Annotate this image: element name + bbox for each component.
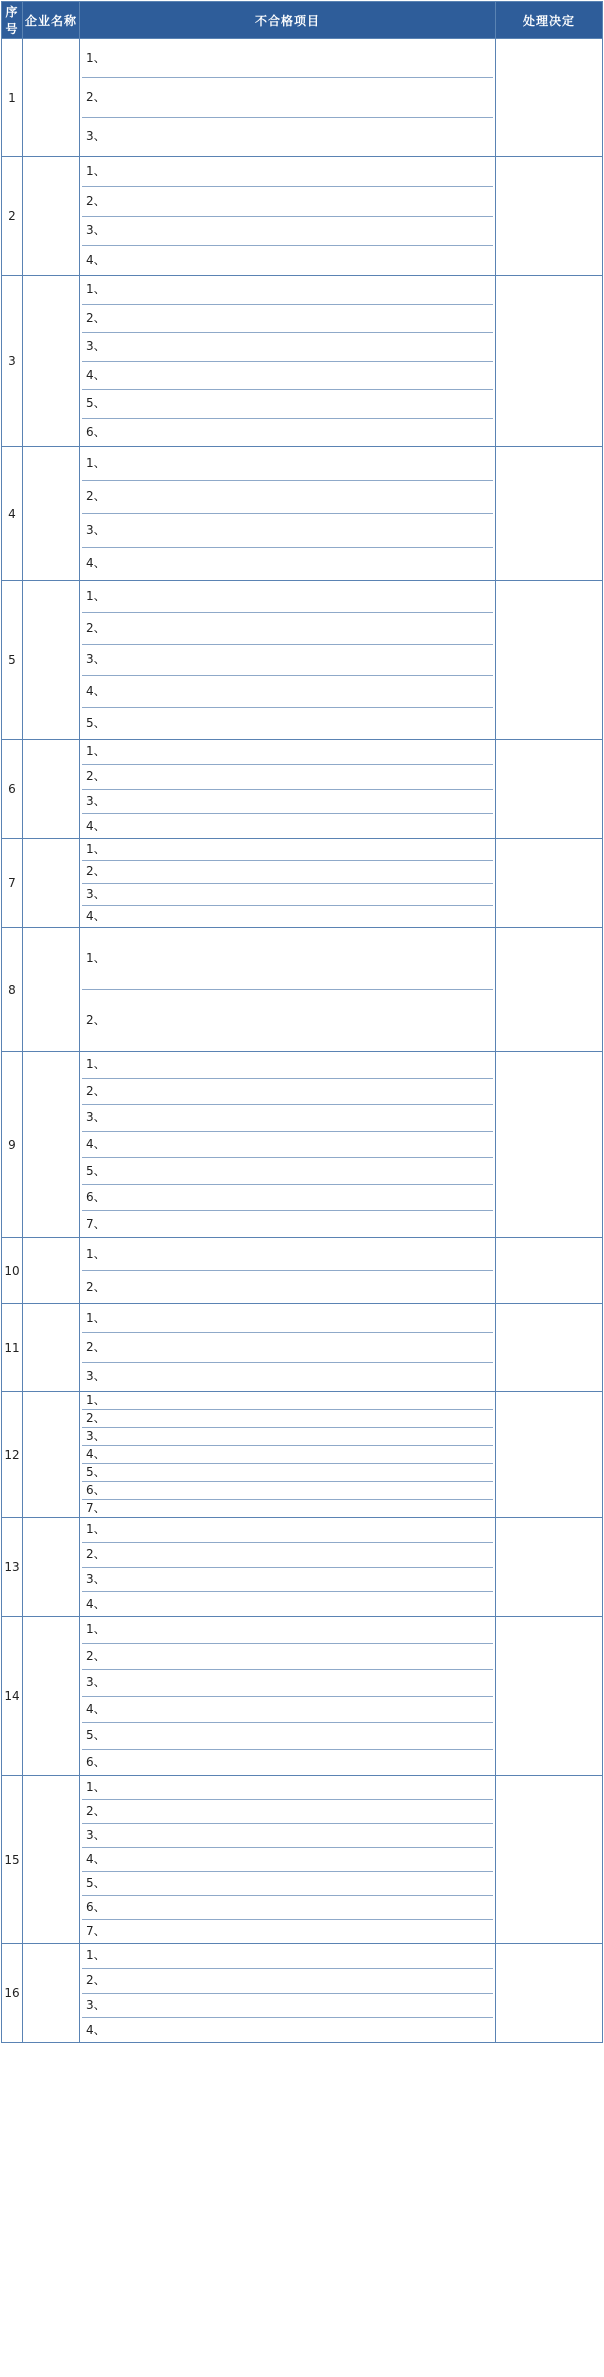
issue-item: 5、 bbox=[82, 1464, 493, 1482]
issues-cell bbox=[80, 1944, 496, 2043]
issue-item: 1、 bbox=[82, 1944, 493, 1969]
issue-item: 4、 bbox=[86, 2022, 106, 2037]
issue-list bbox=[82, 1776, 493, 1943]
issue-item: 3、 bbox=[82, 514, 493, 548]
issue-item: 6、 bbox=[82, 1896, 493, 1920]
header-no: 序号 bbox=[2, 2, 23, 39]
issue-item: 3、 bbox=[82, 884, 493, 906]
company-name bbox=[23, 1392, 80, 1518]
issue-item: 1、 bbox=[82, 447, 493, 481]
company-name bbox=[23, 447, 80, 581]
header-issues: 不合格项目 bbox=[80, 2, 496, 39]
action-decision bbox=[496, 157, 603, 276]
company-name bbox=[23, 581, 80, 740]
issue-list bbox=[82, 1392, 493, 1517]
issue-item: 2、 bbox=[86, 1279, 106, 1294]
issue-item: 1、 bbox=[82, 1776, 493, 1800]
issue-item: 2、 bbox=[82, 1079, 493, 1106]
company-name bbox=[23, 1617, 80, 1776]
company-name bbox=[23, 839, 80, 928]
issue-item: 1、 bbox=[82, 1304, 493, 1333]
action-decision bbox=[496, 1617, 603, 1776]
company-name bbox=[23, 1518, 80, 1617]
issue-item: 1、 bbox=[82, 740, 493, 765]
issue-list bbox=[82, 839, 493, 927]
action-decision bbox=[496, 1518, 603, 1617]
action-decision bbox=[496, 447, 603, 581]
issue-item: 5、 bbox=[82, 1723, 493, 1750]
row-number: 10 bbox=[2, 1238, 23, 1304]
company-name bbox=[23, 1052, 80, 1238]
table-row bbox=[2, 1238, 603, 1304]
issue-item: 6、 bbox=[82, 1185, 493, 1212]
issue-item: 2、 bbox=[82, 1410, 493, 1428]
notice-table bbox=[1, 1, 603, 2043]
action-decision bbox=[496, 1304, 603, 1392]
issue-list bbox=[82, 740, 493, 838]
issue-list bbox=[82, 39, 493, 156]
issue-item: 3、 bbox=[82, 645, 493, 677]
table-row bbox=[2, 1518, 603, 1617]
company-name bbox=[23, 276, 80, 447]
issue-item: 2、 bbox=[82, 305, 493, 334]
table-row bbox=[2, 1392, 603, 1518]
issue-item: 3、 bbox=[82, 217, 493, 247]
row-number: 12 bbox=[2, 1392, 23, 1518]
issue-item: 2、 bbox=[82, 1800, 493, 1824]
issues-cell bbox=[80, 839, 496, 928]
table-row bbox=[2, 581, 603, 740]
action-decision bbox=[496, 1238, 603, 1304]
issue-item: 3、 bbox=[82, 1994, 493, 2019]
issue-item: 4、 bbox=[82, 362, 493, 391]
issue-list bbox=[82, 447, 493, 580]
row-number: 8 bbox=[2, 928, 23, 1052]
company-name bbox=[23, 740, 80, 839]
issue-item: 4、 bbox=[86, 253, 106, 268]
row-number: 13 bbox=[2, 1518, 23, 1617]
issue-item: 4、 bbox=[82, 1132, 493, 1159]
row-number: 11 bbox=[2, 1304, 23, 1392]
row-number: 3 bbox=[2, 276, 23, 447]
table-row bbox=[2, 1052, 603, 1238]
issue-item: 3、 bbox=[82, 333, 493, 362]
company-name bbox=[23, 1238, 80, 1304]
company-name bbox=[23, 1776, 80, 1944]
action-decision bbox=[496, 1052, 603, 1238]
issues-cell bbox=[80, 447, 496, 581]
issues-cell bbox=[80, 740, 496, 839]
issues-cell bbox=[80, 1776, 496, 1944]
issue-item: 7、 bbox=[86, 1924, 106, 1938]
issues-cell bbox=[80, 1617, 496, 1776]
issue-list bbox=[82, 276, 493, 446]
issue-item: 1、 bbox=[82, 1238, 493, 1271]
action-decision bbox=[496, 276, 603, 447]
table-row bbox=[2, 740, 603, 839]
issues-cell bbox=[80, 276, 496, 447]
header-company: 企业名称 bbox=[23, 2, 80, 39]
action-decision bbox=[496, 581, 603, 740]
issue-list bbox=[82, 1304, 493, 1391]
issues-cell bbox=[80, 1518, 496, 1617]
issue-item: 4、 bbox=[82, 1848, 493, 1872]
action-decision bbox=[496, 928, 603, 1052]
issue-item: 4、 bbox=[86, 908, 106, 923]
row-number: 1 bbox=[2, 39, 23, 157]
issue-item: 5、 bbox=[82, 1158, 493, 1185]
issue-item: 2、 bbox=[82, 1543, 493, 1568]
header-action: 处理决定 bbox=[496, 2, 603, 39]
issue-item: 1、 bbox=[82, 581, 493, 613]
row-number: 15 bbox=[2, 1776, 23, 1944]
action-decision bbox=[496, 1944, 603, 2043]
company-name bbox=[23, 1304, 80, 1392]
issue-item: 5、 bbox=[82, 390, 493, 419]
table-row bbox=[2, 157, 603, 276]
issues-cell bbox=[80, 1304, 496, 1392]
table-header-row bbox=[2, 2, 603, 39]
issue-item: 3、 bbox=[82, 1568, 493, 1593]
issue-item: 2、 bbox=[82, 1333, 493, 1362]
issue-list bbox=[82, 1617, 493, 1775]
issue-item: 1、 bbox=[82, 1052, 493, 1079]
action-decision bbox=[496, 839, 603, 928]
issue-item: 1、 bbox=[82, 928, 493, 990]
row-number: 14 bbox=[2, 1617, 23, 1776]
issue-item: 1、 bbox=[82, 39, 493, 78]
issue-item: 2、 bbox=[82, 78, 493, 117]
issue-item: 3、 bbox=[82, 1105, 493, 1132]
company-name bbox=[23, 39, 80, 157]
issue-item: 1、 bbox=[82, 1392, 493, 1410]
action-decision bbox=[496, 740, 603, 839]
table-row bbox=[2, 1617, 603, 1776]
issue-item: 3、 bbox=[82, 1428, 493, 1446]
issue-item: 3、 bbox=[82, 1824, 493, 1848]
issue-item: 4、 bbox=[82, 1446, 493, 1464]
issues-cell bbox=[80, 1392, 496, 1518]
table-row bbox=[2, 928, 603, 1052]
issue-list bbox=[82, 928, 493, 1051]
issue-item: 7、 bbox=[86, 1501, 106, 1515]
row-number: 2 bbox=[2, 157, 23, 276]
issue-item: 3、 bbox=[86, 129, 106, 144]
issue-item: 4、 bbox=[86, 556, 106, 571]
issue-item: 3、 bbox=[82, 1670, 493, 1697]
issue-item: 4、 bbox=[86, 818, 106, 833]
issue-item: 2、 bbox=[82, 613, 493, 645]
issue-item: 6、 bbox=[86, 1754, 106, 1769]
issue-list bbox=[82, 1052, 493, 1237]
issue-item: 7、 bbox=[86, 1216, 106, 1231]
issues-cell bbox=[80, 1238, 496, 1304]
issue-item: 1、 bbox=[82, 1518, 493, 1543]
row-number: 6 bbox=[2, 740, 23, 839]
table-row bbox=[2, 39, 603, 157]
issues-cell bbox=[80, 157, 496, 276]
table-row bbox=[2, 1776, 603, 1944]
issue-item: 4、 bbox=[82, 676, 493, 708]
issue-list bbox=[82, 1518, 493, 1616]
issue-item: 2、 bbox=[86, 1013, 106, 1027]
issue-item: 3、 bbox=[86, 1369, 106, 1384]
issues-cell bbox=[80, 1052, 496, 1238]
row-number: 5 bbox=[2, 581, 23, 740]
company-name bbox=[23, 928, 80, 1052]
issue-item: 2、 bbox=[82, 187, 493, 217]
issue-item: 6、 bbox=[82, 1482, 493, 1500]
issue-item: 4、 bbox=[86, 1596, 106, 1611]
table-row bbox=[2, 839, 603, 928]
table-row bbox=[2, 1304, 603, 1392]
issue-item: 3、 bbox=[82, 790, 493, 815]
row-number: 4 bbox=[2, 447, 23, 581]
issue-item: 2、 bbox=[82, 481, 493, 515]
issues-cell bbox=[80, 39, 496, 157]
row-number: 9 bbox=[2, 1052, 23, 1238]
action-decision bbox=[496, 1776, 603, 1944]
issue-list bbox=[82, 581, 493, 739]
table-row bbox=[2, 447, 603, 581]
issue-item: 1、 bbox=[82, 1617, 493, 1644]
table-row bbox=[2, 276, 603, 447]
issue-item: 4、 bbox=[82, 1697, 493, 1724]
issue-item: 2、 bbox=[82, 1644, 493, 1671]
issue-item: 1、 bbox=[82, 157, 493, 187]
issue-item: 6、 bbox=[86, 424, 106, 439]
table-row bbox=[2, 1944, 603, 2043]
company-name bbox=[23, 157, 80, 276]
issue-item: 1、 bbox=[82, 276, 493, 305]
issues-cell bbox=[80, 928, 496, 1052]
issue-list bbox=[82, 1238, 493, 1303]
row-number: 7 bbox=[2, 839, 23, 928]
issue-item: 1、 bbox=[82, 839, 493, 861]
issues-cell bbox=[80, 581, 496, 740]
issue-item: 5、 bbox=[82, 1872, 493, 1896]
table-body bbox=[2, 39, 603, 2043]
issue-item: 2、 bbox=[82, 765, 493, 790]
row-number: 16 bbox=[2, 1944, 23, 2043]
issue-item: 2、 bbox=[82, 1969, 493, 1994]
issue-list bbox=[82, 1944, 493, 2042]
action-decision bbox=[496, 1392, 603, 1518]
company-name bbox=[23, 1944, 80, 2043]
issue-list bbox=[82, 157, 493, 275]
issue-item: 5、 bbox=[86, 716, 106, 731]
action-decision bbox=[496, 39, 603, 157]
issue-item: 2、 bbox=[82, 861, 493, 883]
